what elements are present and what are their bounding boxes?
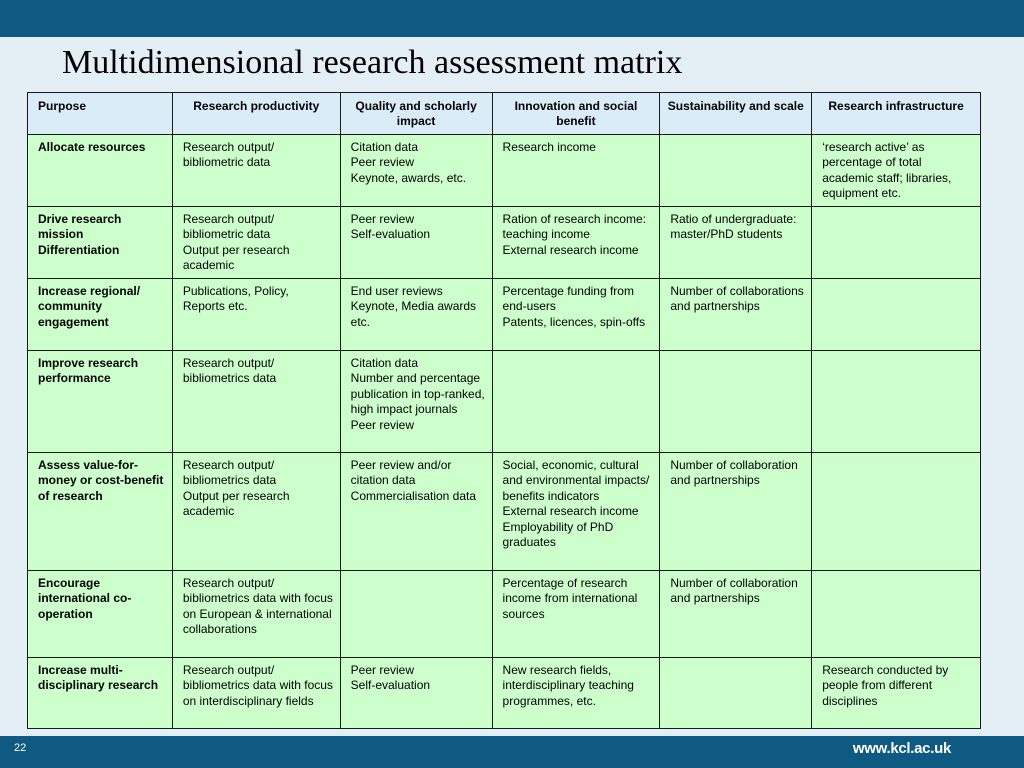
table-cell xyxy=(812,207,981,279)
header-cell: Quality and scholarly impact xyxy=(340,93,492,135)
assessment-matrix-table xyxy=(27,92,981,729)
slide-title: Multidimensional research assessment matrix xyxy=(62,44,683,81)
table-cell: Research conducted by people from different disciplines xyxy=(812,658,981,729)
table-cell: Percentage of research income from international sources xyxy=(492,571,660,658)
table-cell xyxy=(660,135,812,207)
table-cell: End user reviews Keynote, Media awards etc. xyxy=(340,279,492,351)
table-cell: Percentage funding from end-users Patents, licences, spin-offs xyxy=(492,279,660,351)
table-row xyxy=(28,279,981,351)
header-cell: Research productivity xyxy=(172,93,340,135)
table-cell: ‘research active’ as percentage of total academic staff; libraries, equipment etc. xyxy=(812,135,981,207)
table-row xyxy=(28,135,981,207)
table-cell: Ration of research income: teaching income External research income xyxy=(492,207,660,279)
table-cell: Number of collaborations and partnerships xyxy=(660,279,812,351)
table-cell: Research output/ bibliometric data Output per research academic xyxy=(172,207,340,279)
table-cell: Social, economic, cultural and environmental impacts/ benefits indicators External research income Employability of PhD graduates xyxy=(492,453,660,571)
table-row xyxy=(28,351,981,453)
purpose-cell: Drive research mission Differentiation xyxy=(28,207,173,279)
header-cell: Research infrastructure xyxy=(812,93,981,135)
slide-number: 22 xyxy=(14,742,27,754)
table-row xyxy=(28,658,981,729)
table-cell: Publications, Policy, Reports etc. xyxy=(172,279,340,351)
purpose-cell: Improve research performance xyxy=(28,351,173,453)
table-header-row xyxy=(28,93,981,135)
table-cell xyxy=(812,571,981,658)
table-cell: Research output/ bibliometric data xyxy=(172,135,340,207)
table-cell xyxy=(812,351,981,453)
table-cell: Research output/ bibliometrics data with focus on interdisciplinary fields xyxy=(172,658,340,729)
table-cell xyxy=(812,279,981,351)
table-cell: Citation data Peer review Keynote, awards, etc. xyxy=(340,135,492,207)
table-cell: Number of collaboration and partnerships xyxy=(660,571,812,658)
table-cell: Number of collaboration and partnerships xyxy=(660,453,812,571)
table-cell xyxy=(660,351,812,453)
table-cell: Peer review Self-evaluation xyxy=(340,658,492,729)
website-link[interactable]: www.kcl.ac.uk xyxy=(852,740,951,757)
table-cell xyxy=(340,571,492,658)
table-cell: Research output/ bibliometrics data Output per research academic xyxy=(172,453,340,571)
table-cell: Peer review Self-evaluation xyxy=(340,207,492,279)
header-cell: Purpose xyxy=(28,93,173,135)
table-row xyxy=(28,207,981,279)
table-cell: Research output/ bibliometrics data with focus on European & international collaborations xyxy=(172,571,340,658)
table-cell xyxy=(812,453,981,571)
table-cell: Ratio of undergraduate: master/PhD students xyxy=(660,207,812,279)
table-row xyxy=(28,571,981,658)
header-cell: Sustainability and scale xyxy=(660,93,812,135)
purpose-cell: Allocate resources xyxy=(28,135,173,207)
header-cell: Innovation and social benefit xyxy=(492,93,660,135)
table-cell: Citation data Number and percentage publication in top-ranked, high impact journals Peer review xyxy=(340,351,492,453)
table-cell: Research output/ bibliometrics data xyxy=(172,351,340,453)
purpose-cell: Increase regional/ community engagement xyxy=(28,279,173,351)
purpose-cell: Increase multi-disciplinary research xyxy=(28,658,173,729)
table-cell: Research income xyxy=(492,135,660,207)
table-cell xyxy=(660,658,812,729)
table-row xyxy=(28,453,981,571)
top-banner xyxy=(0,0,1024,37)
purpose-cell: Encourage international co-operation xyxy=(28,571,173,658)
purpose-cell: Assess value-for-money or cost-benefit of research xyxy=(28,453,173,571)
table-cell: Peer review and/or citation data Commercialisation data xyxy=(340,453,492,571)
table-cell xyxy=(492,351,660,453)
table-cell: New research fields, interdisciplinary teaching programmes, etc. xyxy=(492,658,660,729)
